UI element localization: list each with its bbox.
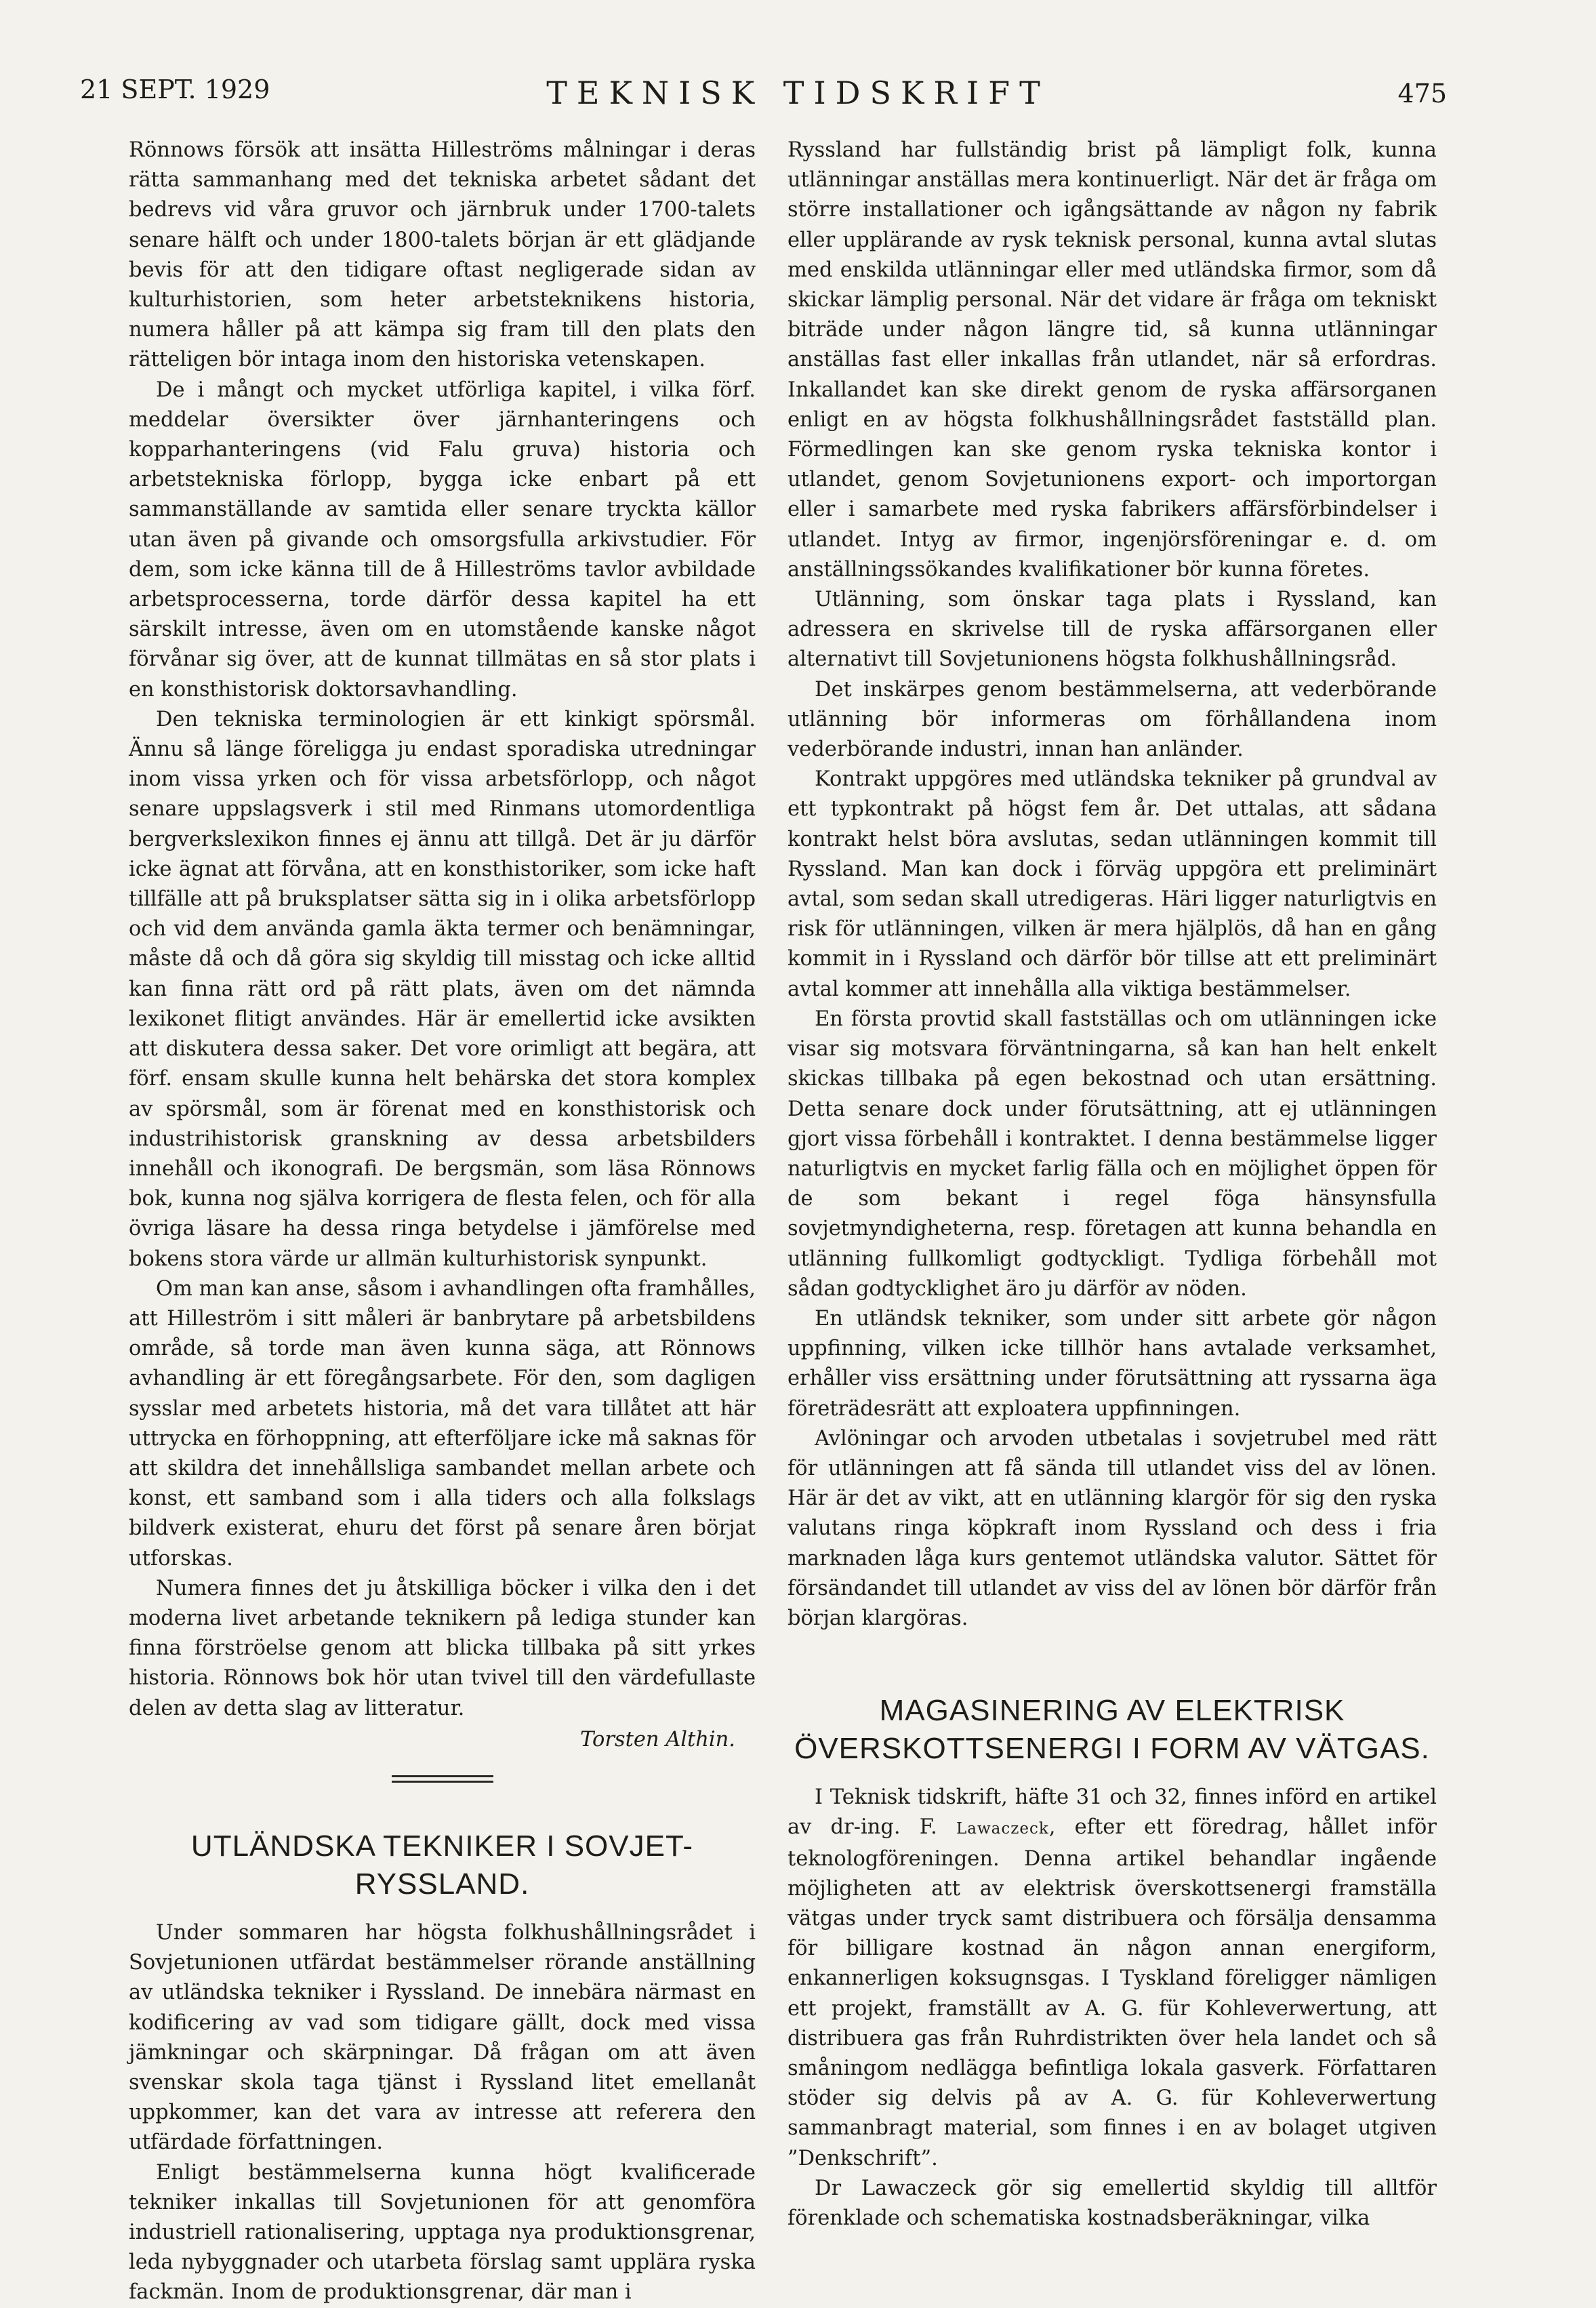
journal-title: TEKNISK TIDSKRIFT [546, 75, 1050, 111]
author-name-smallcaps: Lawaczeck [956, 1820, 1049, 1838]
paragraph: Utlänning, som önskar taga plats i Ryssland, kan adressera en skrivelse till de ryska affärsorganen eller alternativt till Sovjetunionens högsta folkhushållningsråd. [787, 588, 1437, 672]
text-run: I Teknisk tidskrift, häfte 31 och 32, finnes införd en artikel av dr-ing. F. [787, 1785, 1437, 1840]
left-column [129, 136, 756, 2308]
author-signature: Torsten Althin. [580, 1727, 735, 1752]
right-column [787, 136, 1437, 2233]
paragraph: Om man kan anse, såsom i avhandlingen ofta framhålles, att Hilleström i sitt måleri är banbrytare på arbetsbildens område, så torde man även kunna säga, att Rönnows avhandling är ett föregångsarbete. För den, som dagligen sysslar med arbetets historia, må det vara tillåtet att här uttrycka en förhoppning, att efterföljare icke må saknas för att skildra det innehållsliga sambandet mellan arbete och konst, ett samband som i alla tiders och alla folkslags bildverk existerat, ehuru det först på senare åren börjat utforskas. [129, 1276, 756, 1571]
section-divider [392, 1775, 493, 1783]
paragraph: Kontrakt uppgöres med utländska tekniker på grundval av ett typkontrakt på högst fem år. Det uttalas, att sådana kontrakt helst böra avslutas, sedan utlänningen kommit till Ryssland. Man kan dock i förväg uppgöra ett preliminärt avtal, som sedan skall utredigeras. Häri ligger naturligtvis en risk för utlänningen, vilken är mera hjälplös, då han en gång kommit in i Ryssland och därför bör tillse att ett preliminärt avtal kommer att innehålla alla viktiga bestämmelser. [787, 767, 1437, 1001]
paragraph: Enligt bestämmelserna kunna högt kvalificerade tekniker inkallas till Sovjetunionen för att genomföra industriell rationalisering, upptaga nya produktionsgrenar, leda nybyggnader och utarbeta förslag samt upplära ryska fackmän. Inom de produktionsgrenar, där man i [129, 2160, 756, 2305]
section-heading: UTLÄNDSKA TEKNIKER I SOVJET-RYSSLAND. [190, 1829, 694, 1901]
paragraph: Ryssland har fullständig brist på lämpligt folk, kunna utlänningar anställas mera kontinuerligt. När det är fråga om större installationer och igångsättande av någon ny fabrik eller upplärande av rysk teknisk personal, kunna avtal slutas med enskilda utlänningar eller med utländska firmor, som då skickar lämplig personal. När det vidare är fråga om tekniskt biträde under någon längre tid, så kunna utlänningar anställas fast eller inkallas från utlandet, när så erfordras. Inkallandet kan ske direkt genom de ryska affärsorganen enligt en av högsta folkhushållningsrådet fastställd plan. Förmedlingen kan ske genom ryska tekniska kontor i utlandet, genom Sovjetunionens export- och importorgan eller i samarbete med ryska fabrikers affärsförbindelser i utlandet. Intyg av firmor, ingenjörsföreningar e. d. om anställningssökandes kvalifikationer bör kunna företes. [787, 138, 1437, 582]
paragraph: Rönnows försök att insätta Hilleströms målningar i deras rätta sammanhang med det tekniska arbetet sådant det bedrevs vid våra gruvor och järnbruk under 1700-talets senare hälft och under 1800-talets början är ett glädjande bevis för att den tidigare oftast negligerade sidan av kulturhistorien, som heter arbetsteknikens historia, numera håller på att kämpa sig fram till den plats den rätteligen bör intaga inom den historiska vetenskapen. [129, 138, 756, 372]
section-heading: MAGASINERING AV ELEKTRISK ÖVERSKOTTSENERGI I FORM AV VÄTGAS. [794, 1694, 1430, 1766]
paragraph: En första provtid skall fastställas och om utlänningen icke visar sig motsvara förväntningarna, så kan han helt enkelt skickas tillbaka på egen bekostnad och utan ersättning. Detta senare dock under förutsättning, att ej utlänningen gjort vissa förbehåll i kontraktet. I denna bestämmelse ligger naturligtvis en mycket farlig fälla och en möjlighet öppen för de som bekant i regel föga hänsynsfulla sovjetmyndigheterna, resp. företagen att kunna behandla en utlänning fullkomligt godtyckligt. Tydliga förbehåll mot sådan godtycklighet äro ju därför av nöden. [787, 1007, 1437, 1301]
page-number: 475 [1397, 79, 1447, 108]
text-run: , efter ett föredrag, hållet inför teknologföreningen. Denna artikel behandlar ingående möjligheten att av elektrisk överskottsenergi framställa vätgas under tryck samt distribuera och försälja densamma för billigare kostnad än någon annan energiform, enkannerligen koksugnsgas. I Tyskland föreligger nämligen ett projekt, framställt av A. G. für Kohleverwertung, att distribuera gas från Ruhrdistrikten över hela landet och så småningom nedlägga befintliga lokala gasverk. Författaren stöder sig delvis på av A. G. für Kohleverwertung sammanbragt material, som finnes i en av bolaget utgiven ”Denkschrift”. [787, 1815, 1437, 2170]
paragraph: Det inskärpes genom bestämmelserna, att vederbörande utlänning bör informeras om förhållandena inom vederbörande industri, innan han anländer. [787, 677, 1437, 762]
issue-date: 21 SEPT. 1929 [80, 75, 270, 104]
paragraph: De i mångt och mycket utförliga kapitel, i vilka förf. meddelar översikter över järnhanteringens och kopparhanteringens (vid Falu gruva) historia och arbetstekniska förlopp, bygga icke enbart på ett sammanställande av samtida eller senare tryckta källor utan även på givande och omsorgsfulla arkivstudier. För dem, som icke känna till de å Hilleströms tavlor avbildade arbetsprocesserna, torde därför dessa kapitel ha ett särskilt intresse, även om en utomstående kanske något förvånar sig över, att de kunnat tillmätas en så stor plats i en konsthistorisk doktorsavhandling. [129, 378, 756, 702]
paragraph [787, 1783, 1437, 2174]
paragraph: Avlöningar och arvoden utbetalas i sovjetrubel med rätt för utlänningen att få sända till utlandet viss del av lönen. Här är det av vikt, att en utlänning klargör för sig den ryska valutans ringa köpkraft inom Ryssland och dess i fria marknaden låga kurs gentemot utländska valutor. Sättet för försändandet till utlandet av viss del av lönen bör därför från början klargöras. [787, 1426, 1437, 1630]
running-header [0, 75, 1596, 129]
paragraph: Den tekniska terminologien är ett kinkigt spörsmål. Ännu så länge föreligga ju endast sporadiska utredningar inom vissa yrken och för vissa arbetsförlopp, och något senare uppslagsverk i stil med Rinmans utomordentliga bergverkslexikon finnes ej ännu att tillgå. Det är ju därför icke ägnat att förvåna, att en konsthistoriker, som icke haft tillfälle att på bruksplatser sätta sig in i olika arbetsförlopp och vid dem använda gamla äkta termer och benämningar, måste då och då göra sig skyldig till misstag och icke alltid kan finna rätt ord på rätt plats, även om det nämnda lexikonet flitigt användes. Här är emellertid icke avsikten att diskutera dessa saker. Det vore orimligt att begära, att förf. ensam skulle kunna helt behärska det stora komplex av spörsmål, som är förenat med en konsthistorisk och industrihistorisk granskning av dessa arbetsbilders innehåll och ikonografi. De bergsmän, som läsa Rönnows bok, kunna nog själva korrigera de flesta felen, och för alla övriga läsare ha dessa ringa betydelse i jämförelse med bokens stora värde ur allmän kulturhistorisk synpunkt. [129, 707, 756, 1271]
paragraph: Numera finnes det ju åtskilliga böcker i vilka den i det moderna livet arbetande teknikern på lediga stunder kan finna förströelse genom att blicka tillbaka på sitt yrkes historia. Rönnows bok hör utan tvivel till den värdefullaste delen av detta slag av litteratur. [129, 1576, 756, 1720]
paragraph: Dr Lawaczeck gör sig emellertid skyldig till alltför förenklade och schematiska kostnadsberäkningar, vilka [787, 2176, 1437, 2230]
paragraph: En utländsk tekniker, som under sitt arbete gör någon uppfinning, vilken icke tillhör hans avtalade verksamhet, erhåller viss ersättning under förutsättning att ryssarna äga företrädesrätt att exploatera uppfinningen. [787, 1306, 1437, 1421]
paragraph: Under sommaren har högsta folkhushållningsrådet i Sovjetunionen utfärdat bestämmelser rörande anställning av utländska tekniker i Ryssland. De innebära närmast en kodificering av vad som tidigare gällt, dock med vissa jämkningar och skärpningar. Då frågan om att även svenskar skola taga tjänst i Ryssland litet emellanåt uppkommer, kan det vara av intresse att referera den utfärdade författningen. [129, 1920, 756, 2155]
